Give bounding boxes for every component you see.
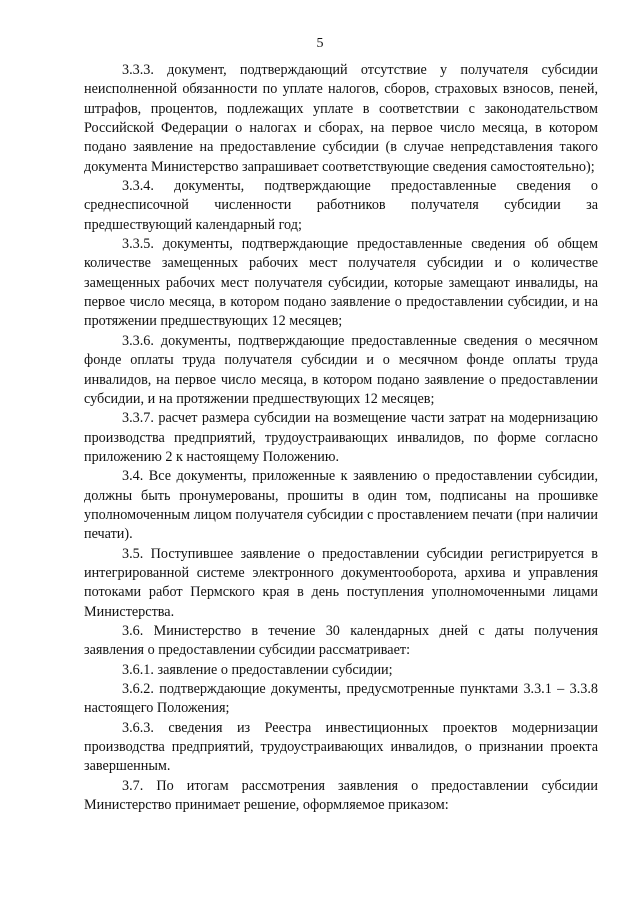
paragraph-3-3-3: 3.3.3. документ, подтверждающий отсутствие у получателя субсидии неисполненной обязанности по уплате налогов, сборов, страховых взносов, пеней, штрафов, процентов, подлежащих уплате в соответствии с законодательством Российской Федерации о налогах и сборах, на первое число месяца, в котором подано заявление на предоставление субсидии (в случае непредставления такого документа Министерство запрашивает соответствующие сведения самостоятельно);	[84, 62, 598, 175]
paragraph-3-3-5: 3.3.5. документы, подтверждающие предоставленные сведения об общем количестве замещенных рабочих мест получателя субсидии и о количестве замещенных рабочих мест получателя субсидии, которые замещают инвалиды, на первое число месяца, в котором подано заявление о предоставлении субсидии, и на протяжении предшествующих 12 месяцев;	[84, 236, 598, 330]
paragraph-3-6-1: 3.6.1. заявление о предоставлении субсидии;	[122, 661, 393, 678]
paragraph-3-6-2: 3.6.2. подтверждающие документы, предусмотренные пунктами 3.3.1 – 3.3.8 настоящего Положения;	[84, 681, 598, 717]
paragraph-3-6-3: 3.6.3. сведения из Реестра инвестиционных проектов модернизации производства предприятий, трудоустраивающих инвалидов, о признании проекта завершенным.	[84, 719, 598, 775]
paragraph-3-6: 3.6. Министерство в течение 30 календарных дней с даты получения заявления о предоставлении субсидии рассматривает:	[84, 622, 598, 659]
paragraph-3-4: 3.4. Все документы, приложенные к заявлению о предоставлении субсидии, должны быть пронумерованы, прошиты в один том, подписаны на прошивке уполномоченным лицом получателя субсидии с проставлением печати (при наличии печати).	[84, 468, 598, 543]
paragraph-3-7: 3.7. По итогам рассмотрения заявления о предоставлении субсидии Министерство принимает решение, оформляемое приказом:	[84, 777, 598, 814]
document-body	[84, 61, 598, 815]
paragraph-3-5: 3.5. Поступившее заявление о предоставлении субсидии регистрируется в интегрированной системе электронного документооборота, архива и управления потоками работ Пермского края в день поступления уполномоченными лицами Министерства.	[84, 545, 598, 620]
page-number: 5	[316, 36, 324, 51]
paragraph-3-3-4: 3.3.4. документы, подтверждающие предоставленные сведения о среднесписочной численности работников получателя субсидии за предшествующий календарный год;	[84, 178, 598, 233]
paragraph-3-3-7: 3.3.7. расчет размера субсидии на возмещение части затрат на модернизацию производства предприятий, трудоустраивающих инвалидов, по форме согласно приложению 2 к настоящему Положению.	[84, 410, 598, 465]
paragraph-3-3-6: 3.3.6. документы, подтверждающие предоставленные сведения о месячном фонде оплаты труда получателя субсидии и о месячном фонде оплаты труда инвалидов, на первое число месяца, в котором подано заявление о предоставлении субсидии, и на протяжении предшествующих 12 месяцев;	[84, 332, 598, 407]
